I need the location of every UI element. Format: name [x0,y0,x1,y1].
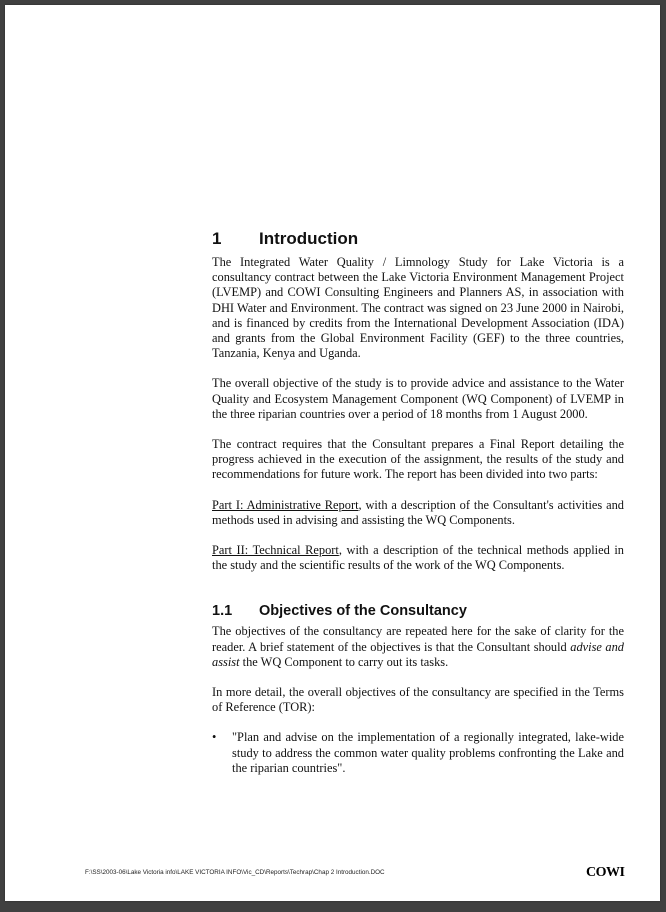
page-content [212,229,624,776]
document-page [5,5,660,901]
objectives-text-after: the WQ Component to carry out its tasks. [239,654,449,669]
intro-paragraph-2: The overall objective of the study is to provide advice and assistance to the Water Quality and Ecosystem Management Component (WQ Component) of LVEMP in the three riparian countries over a period of 18 months from 1 August 2000. [212,376,624,421]
bullet-icon: • [212,730,217,745]
part-1-text: , with a description of the Consultant's activities and methods used in advising and assisting the WQ Components. [212,497,624,527]
section-heading [212,229,624,249]
bullet-text: "Plan and advise on the implementation of a regionally integrated, lake-wide study to address the common water quality problems confronting the Lake and the riparian countries". [232,730,624,775]
objectives-paragraph-1 [212,624,624,670]
part-2-text: , with a description of the technical methods applied in the study and the scientific results of the work of the WQ Components. [212,543,624,573]
intro-paragraph-1: The Integrated Water Quality / Limnology Study for Lake Victoria is a consultancy contract between the Lake Victoria Environment Management Project (LVEMP) and COWI Consulting Engineers and Planners AS, in association with DHI Water and Environment. The contract was signed on 23 June 2000 in Nairobi, and is financed by credits from the International Development Association (IDA) and grants from the Global Environment Facility (GEF) to the three countries, Tanzania, Kenya and Uganda. [212,255,624,361]
part-2-paragraph [212,543,624,573]
section-title: Introduction [259,229,359,248]
part-1-paragraph [212,498,624,528]
objectives-emphasis: advise and assist [212,639,624,669]
objectives-text-before: The objectives of the consultancy are repeated here for the sake of clarity for the reader. A brief statement of the objectives is that the Consultant should [212,624,624,654]
subsection-title: Objectives of the Consultancy [259,603,467,620]
tor-bullet-list [212,730,624,776]
cowi-logo: COWI [586,865,625,880]
subsection-number: 1.1 [212,603,233,620]
part-2-label: Part II: Technical Report [212,543,339,558]
part-1-label: Part I: Administrative Report [212,497,359,512]
objectives-paragraph-2: In more detail, the overall objectives of the consultancy are specified in the Terms of Reference (TOR): [212,685,624,715]
footer-file-path: F:\SS\2003-06\Lake Victoria info\LAKE VICTORIA INFO\Vic_CD\Reports\Techrap\Chap 2 Introduction.DOC [85,869,385,876]
subsection-heading [212,602,624,620]
list-item [212,730,624,776]
section-number: 1 [212,229,222,248]
intro-paragraph-3: The contract requires that the Consultant prepares a Final Report detailing the progress achieved in the execution of the assignment, the results of the study and recommendations for future work. The report has been divided into two parts: [212,437,624,482]
